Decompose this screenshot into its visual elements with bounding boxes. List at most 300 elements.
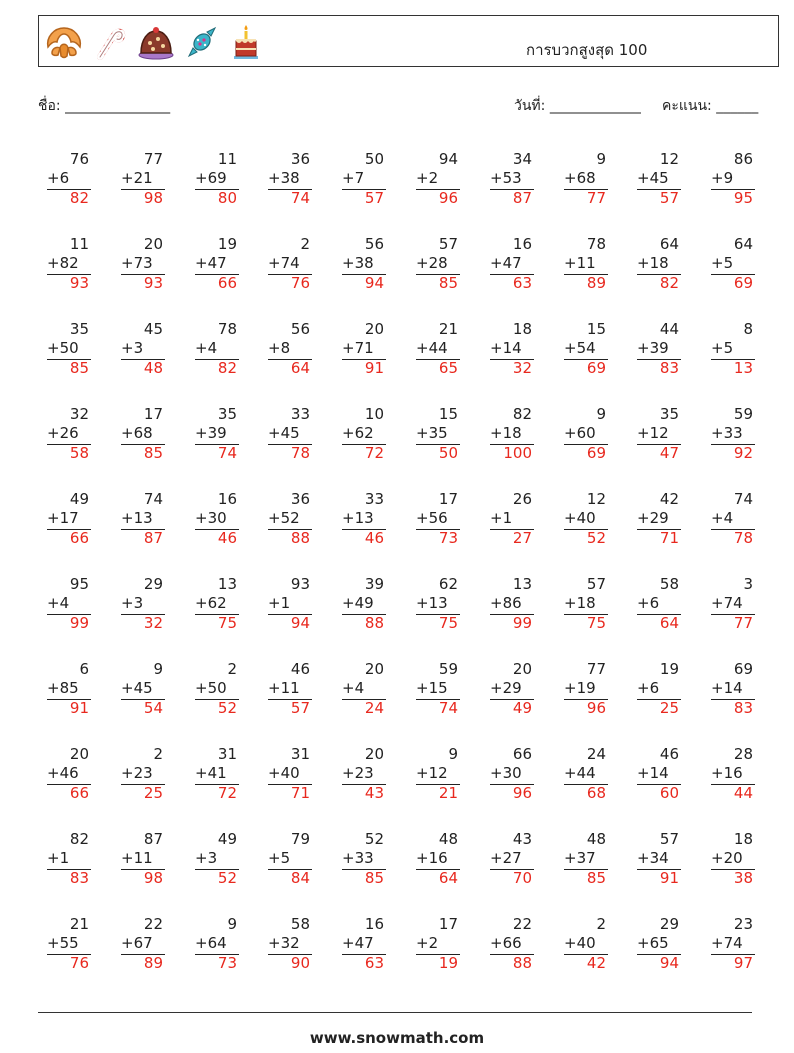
addend-top: 35	[659, 405, 679, 423]
addend-bottom: +12	[637, 424, 669, 442]
addend-top: 13	[217, 575, 237, 593]
addend-top: 45	[143, 320, 163, 338]
addend-bottom: +30	[490, 764, 522, 782]
addend-bottom: +71	[342, 339, 374, 357]
answer-value: 52	[217, 869, 237, 887]
answer-value: 74	[217, 444, 237, 462]
addend-bottom: +50	[195, 679, 227, 697]
addend-bottom: +65	[637, 934, 669, 952]
answer-value: 46	[217, 529, 237, 547]
addend-top: 16	[217, 490, 237, 508]
addend-bottom: +47	[490, 254, 522, 272]
addend-bottom: +18	[637, 254, 669, 272]
addend-bottom: +64	[195, 934, 227, 952]
addend-top: 19	[217, 235, 237, 253]
answer-value: 70	[512, 869, 532, 887]
addend-top: 10	[364, 405, 384, 423]
answer-value: 50	[438, 444, 458, 462]
addend-bottom: +45	[121, 679, 153, 697]
addend-top: 66	[512, 745, 532, 763]
addend-bottom: +4	[342, 679, 365, 697]
birthday-cake-icon	[228, 23, 264, 61]
addend-bottom: +49	[342, 594, 374, 612]
answer-value: 91	[364, 359, 384, 377]
addend-bottom: +73	[121, 254, 153, 272]
addend-top: 29	[659, 915, 679, 933]
answer-value: 71	[290, 784, 310, 802]
answer-value: 13	[733, 359, 753, 377]
name-field[interactable]: ชื่อ: _______________	[38, 98, 171, 114]
addend-top: 50	[364, 150, 384, 168]
answer-value: 68	[586, 784, 606, 802]
addend-bottom: +16	[711, 764, 743, 782]
answer-value: 69	[586, 359, 606, 377]
addend-top: 77	[586, 660, 606, 678]
addend-top: 46	[659, 745, 679, 763]
wrapped-candy-icon	[184, 23, 220, 61]
addend-top: 9	[153, 660, 163, 678]
addend-top: 79	[290, 830, 310, 848]
answer-value: 63	[364, 954, 384, 972]
answer-value: 99	[512, 614, 532, 632]
addend-top: 29	[143, 575, 163, 593]
addend-top: 2	[300, 235, 310, 253]
addend-bottom: +32	[268, 934, 300, 952]
addend-bottom: +55	[47, 934, 79, 952]
answer-value: 75	[438, 614, 458, 632]
addend-top: 9	[448, 745, 458, 763]
addend-bottom: +74	[711, 594, 743, 612]
footer-divider	[38, 1012, 752, 1013]
addend-top: 43	[512, 830, 532, 848]
addend-bottom: +6	[637, 594, 660, 612]
chocolate-cake-icon	[136, 23, 176, 61]
addend-bottom: +5	[711, 254, 734, 272]
answer-value: 76	[290, 274, 310, 292]
answer-value: 42	[586, 954, 606, 972]
answer-value: 66	[217, 274, 237, 292]
addend-top: 2	[227, 660, 237, 678]
addend-bottom: +82	[47, 254, 79, 272]
answer-value: 64	[438, 869, 458, 887]
answer-value: 83	[69, 869, 89, 887]
addend-top: 34	[512, 150, 532, 168]
answer-value: 100	[503, 444, 532, 462]
addend-bottom: +3	[121, 339, 144, 357]
addend-top: 17	[438, 490, 458, 508]
addend-bottom: +26	[47, 424, 79, 442]
addend-top: 20	[69, 745, 89, 763]
addend-top: 9	[596, 150, 606, 168]
addend-bottom: +4	[47, 594, 70, 612]
addend-top: 46	[290, 660, 310, 678]
answer-value: 83	[659, 359, 679, 377]
addend-bottom: +69	[195, 169, 227, 187]
answer-value: 94	[364, 274, 384, 292]
addend-bottom: +27	[490, 849, 522, 867]
addend-bottom: +18	[564, 594, 596, 612]
answer-value: 21	[438, 784, 458, 802]
answer-value: 96	[586, 699, 606, 717]
addend-bottom: +74	[268, 254, 300, 272]
answer-value: 78	[290, 444, 310, 462]
addend-top: 69	[733, 660, 753, 678]
answer-value: 85	[438, 274, 458, 292]
candy-cane-icon	[92, 23, 128, 61]
answer-value: 38	[733, 869, 753, 887]
addend-bottom: +3	[121, 594, 144, 612]
addend-bottom: +11	[121, 849, 153, 867]
date-field[interactable]: วันที่: _____________	[514, 98, 641, 114]
addend-bottom: +4	[195, 339, 218, 357]
addend-bottom: +45	[637, 169, 669, 187]
answer-value: 98	[143, 189, 163, 207]
addend-top: 49	[217, 830, 237, 848]
addend-top: 18	[733, 830, 753, 848]
addend-bottom: +12	[416, 764, 448, 782]
addend-top: 57	[438, 235, 458, 253]
addend-bottom: +53	[490, 169, 522, 187]
answer-value: 88	[290, 529, 310, 547]
answer-value: 69	[586, 444, 606, 462]
addend-bottom: +6	[637, 679, 660, 697]
addend-top: 22	[512, 915, 532, 933]
addend-top: 35	[217, 405, 237, 423]
addend-bottom: +39	[637, 339, 669, 357]
answer-value: 52	[586, 529, 606, 547]
addend-bottom: +56	[416, 509, 448, 527]
addend-bottom: +50	[47, 339, 79, 357]
addend-bottom: +2	[416, 934, 439, 952]
addend-top: 24	[586, 745, 606, 763]
addend-top: 36	[290, 150, 310, 168]
addend-bottom: +2	[416, 169, 439, 187]
score-field[interactable]: คะแนน: ______	[662, 98, 759, 114]
addend-top: 32	[69, 405, 89, 423]
addend-top: 64	[659, 235, 679, 253]
addend-top: 12	[586, 490, 606, 508]
addend-top: 13	[512, 575, 532, 593]
addend-top: 95	[69, 575, 89, 593]
addend-bottom: +6	[47, 169, 70, 187]
addend-top: 59	[733, 405, 753, 423]
answer-value: 76	[69, 954, 89, 972]
addend-bottom: +62	[342, 424, 374, 442]
answer-value: 73	[217, 954, 237, 972]
addend-bottom: +38	[268, 169, 300, 187]
answer-value: 87	[143, 529, 163, 547]
worksheet-title: การบวกสูงสุด 100	[526, 41, 648, 59]
addend-bottom: +33	[711, 424, 743, 442]
answer-value: 63	[512, 274, 532, 292]
addend-top: 2	[596, 915, 606, 933]
answer-value: 89	[586, 274, 606, 292]
addend-bottom: +18	[490, 424, 522, 442]
addend-bottom: +29	[637, 509, 669, 527]
addend-bottom: +68	[121, 424, 153, 442]
addend-bottom: +14	[637, 764, 669, 782]
answer-value: 43	[364, 784, 384, 802]
answer-value: 73	[438, 529, 458, 547]
addend-top: 78	[217, 320, 237, 338]
answer-value: 82	[217, 359, 237, 377]
answer-value: 82	[659, 274, 679, 292]
addend-top: 20	[364, 660, 384, 678]
answer-value: 99	[69, 614, 89, 632]
answer-value: 65	[438, 359, 458, 377]
addend-bottom: +21	[121, 169, 153, 187]
addend-top: 9	[227, 915, 237, 933]
answer-value: 54	[143, 699, 163, 717]
addend-top: 58	[659, 575, 679, 593]
answer-value: 48	[143, 359, 163, 377]
addend-top: 94	[438, 150, 458, 168]
addend-bottom: +35	[416, 424, 448, 442]
addend-top: 33	[290, 405, 310, 423]
addend-bottom: +9	[711, 169, 734, 187]
answer-value: 75	[217, 614, 237, 632]
addend-bottom: +54	[564, 339, 596, 357]
addend-top: 74	[733, 490, 753, 508]
answer-value: 66	[69, 529, 89, 547]
addend-top: 20	[364, 320, 384, 338]
addend-bottom: +8	[268, 339, 291, 357]
answer-value: 85	[586, 869, 606, 887]
addend-bottom: +44	[564, 764, 596, 782]
answer-value: 93	[69, 274, 89, 292]
addend-bottom: +3	[195, 849, 218, 867]
answer-value: 46	[364, 529, 384, 547]
addend-top: 11	[217, 150, 237, 168]
addend-top: 21	[69, 915, 89, 933]
answer-value: 93	[143, 274, 163, 292]
addend-bottom: +33	[342, 849, 374, 867]
addend-bottom: +13	[342, 509, 374, 527]
addend-bottom: +40	[564, 934, 596, 952]
addend-bottom: +85	[47, 679, 79, 697]
answer-value: 82	[69, 189, 89, 207]
answer-value: 72	[217, 784, 237, 802]
answer-value: 85	[69, 359, 89, 377]
addend-top: 82	[69, 830, 89, 848]
footer-site: www.snowmath.com	[309, 1029, 485, 1047]
addend-top: 20	[512, 660, 532, 678]
addend-top: 36	[290, 490, 310, 508]
addend-top: 58	[290, 915, 310, 933]
answer-value: 90	[290, 954, 310, 972]
addend-top: 76	[69, 150, 89, 168]
addend-top: 9	[596, 405, 606, 423]
addend-bottom: +47	[342, 934, 374, 952]
addend-bottom: +23	[121, 764, 153, 782]
addend-top: 86	[733, 150, 753, 168]
addend-bottom: +29	[490, 679, 522, 697]
answer-value: 95	[733, 189, 753, 207]
addend-top: 16	[364, 915, 384, 933]
answer-value: 57	[659, 189, 679, 207]
addend-bottom: +66	[490, 934, 522, 952]
header-icons	[44, 22, 264, 62]
answer-value: 83	[733, 699, 753, 717]
addend-bottom: +68	[564, 169, 596, 187]
addend-bottom: +44	[416, 339, 448, 357]
answer-value: 85	[364, 869, 384, 887]
answer-value: 80	[217, 189, 237, 207]
addend-bottom: +11	[564, 254, 596, 272]
answer-value: 88	[512, 954, 532, 972]
answer-value: 94	[659, 954, 679, 972]
addend-top: 93	[290, 575, 310, 593]
addend-top: 35	[69, 320, 89, 338]
addend-top: 52	[364, 830, 384, 848]
addend-top: 57	[586, 575, 606, 593]
addend-top: 6	[79, 660, 89, 678]
answer-value: 78	[733, 529, 753, 547]
addend-bottom: +34	[637, 849, 669, 867]
addend-top: 31	[217, 745, 237, 763]
addend-bottom: +47	[195, 254, 227, 272]
addend-bottom: +45	[268, 424, 300, 442]
answer-value: 25	[659, 699, 679, 717]
addend-top: 2	[153, 745, 163, 763]
addend-top: 16	[512, 235, 532, 253]
addend-top: 74	[143, 490, 163, 508]
addend-bottom: +40	[564, 509, 596, 527]
answer-value: 60	[659, 784, 679, 802]
addend-top: 3	[743, 575, 753, 593]
answer-value: 72	[364, 444, 384, 462]
answer-value: 58	[69, 444, 89, 462]
answer-value: 98	[143, 869, 163, 887]
addend-top: 78	[586, 235, 606, 253]
addend-bottom: +13	[416, 594, 448, 612]
addend-top: 15	[438, 405, 458, 423]
addend-bottom: +86	[490, 594, 522, 612]
addend-bottom: +46	[47, 764, 79, 782]
addend-top: 56	[364, 235, 384, 253]
addend-top: 23	[733, 915, 753, 933]
answer-value: 49	[512, 699, 532, 717]
addend-bottom: +14	[490, 339, 522, 357]
answer-value: 25	[143, 784, 163, 802]
addend-bottom: +5	[711, 339, 734, 357]
answer-value: 74	[290, 189, 310, 207]
answer-value: 84	[290, 869, 310, 887]
addend-bottom: +17	[47, 509, 79, 527]
addend-top: 12	[659, 150, 679, 168]
addend-bottom: +1	[47, 849, 70, 867]
addend-top: 48	[438, 830, 458, 848]
addend-bottom: +1	[490, 509, 513, 527]
addend-bottom: +4	[711, 509, 734, 527]
answer-value: 75	[586, 614, 606, 632]
answer-value: 66	[69, 784, 89, 802]
answer-value: 57	[364, 189, 384, 207]
answer-value: 88	[364, 614, 384, 632]
addend-top: 44	[659, 320, 679, 338]
answer-value: 92	[733, 444, 753, 462]
addend-top: 18	[512, 320, 532, 338]
answer-value: 91	[69, 699, 89, 717]
addend-top: 8	[743, 320, 753, 338]
addend-bottom: +40	[268, 764, 300, 782]
answer-value: 94	[290, 614, 310, 632]
answer-value: 64	[290, 359, 310, 377]
addend-top: 31	[290, 745, 310, 763]
answer-value: 47	[659, 444, 679, 462]
addend-top: 33	[364, 490, 384, 508]
addend-top: 17	[143, 405, 163, 423]
addend-bottom: +16	[416, 849, 448, 867]
addend-top: 20	[364, 745, 384, 763]
addend-top: 87	[143, 830, 163, 848]
addend-bottom: +13	[121, 509, 153, 527]
answer-value: 57	[290, 699, 310, 717]
addend-top: 19	[659, 660, 679, 678]
addend-bottom: +23	[342, 764, 374, 782]
addend-bottom: +15	[416, 679, 448, 697]
addend-top: 17	[438, 915, 458, 933]
addend-top: 48	[586, 830, 606, 848]
addend-top: 82	[512, 405, 532, 423]
addend-top: 57	[659, 830, 679, 848]
answer-value: 77	[733, 614, 753, 632]
addend-bottom: +19	[564, 679, 596, 697]
croissant-icon	[44, 23, 84, 61]
answer-value: 19	[438, 954, 458, 972]
answer-value: 52	[217, 699, 237, 717]
addend-top: 15	[586, 320, 606, 338]
addend-top: 77	[143, 150, 163, 168]
addend-top: 26	[512, 490, 532, 508]
addend-top: 21	[438, 320, 458, 338]
answer-value: 32	[512, 359, 532, 377]
answer-value: 24	[364, 699, 384, 717]
addend-bottom: +67	[121, 934, 153, 952]
addend-bottom: +60	[564, 424, 596, 442]
answer-value: 44	[733, 784, 753, 802]
answer-value: 91	[659, 869, 679, 887]
addend-bottom: +5	[268, 849, 291, 867]
answer-value: 74	[438, 699, 458, 717]
answer-value: 89	[143, 954, 163, 972]
addend-bottom: +30	[195, 509, 227, 527]
answer-value: 96	[512, 784, 532, 802]
addend-bottom: +1	[268, 594, 291, 612]
addend-bottom: +38	[342, 254, 374, 272]
addend-top: 62	[438, 575, 458, 593]
answer-value: 87	[512, 189, 532, 207]
addend-top: 42	[659, 490, 679, 508]
answer-value: 64	[659, 614, 679, 632]
addend-top: 22	[143, 915, 163, 933]
answer-value: 27	[512, 529, 532, 547]
addend-bottom: +28	[416, 254, 448, 272]
answer-value: 97	[733, 954, 753, 972]
addend-bottom: +7	[342, 169, 365, 187]
answer-value: 96	[438, 189, 458, 207]
addend-top: 28	[733, 745, 753, 763]
addend-top: 49	[69, 490, 89, 508]
addend-bottom: +41	[195, 764, 227, 782]
addend-top: 20	[143, 235, 163, 253]
addend-top: 56	[290, 320, 310, 338]
addend-bottom: +14	[711, 679, 743, 697]
addend-bottom: +39	[195, 424, 227, 442]
header-box	[38, 15, 779, 67]
addend-bottom: +11	[268, 679, 300, 697]
answer-value: 71	[659, 529, 679, 547]
